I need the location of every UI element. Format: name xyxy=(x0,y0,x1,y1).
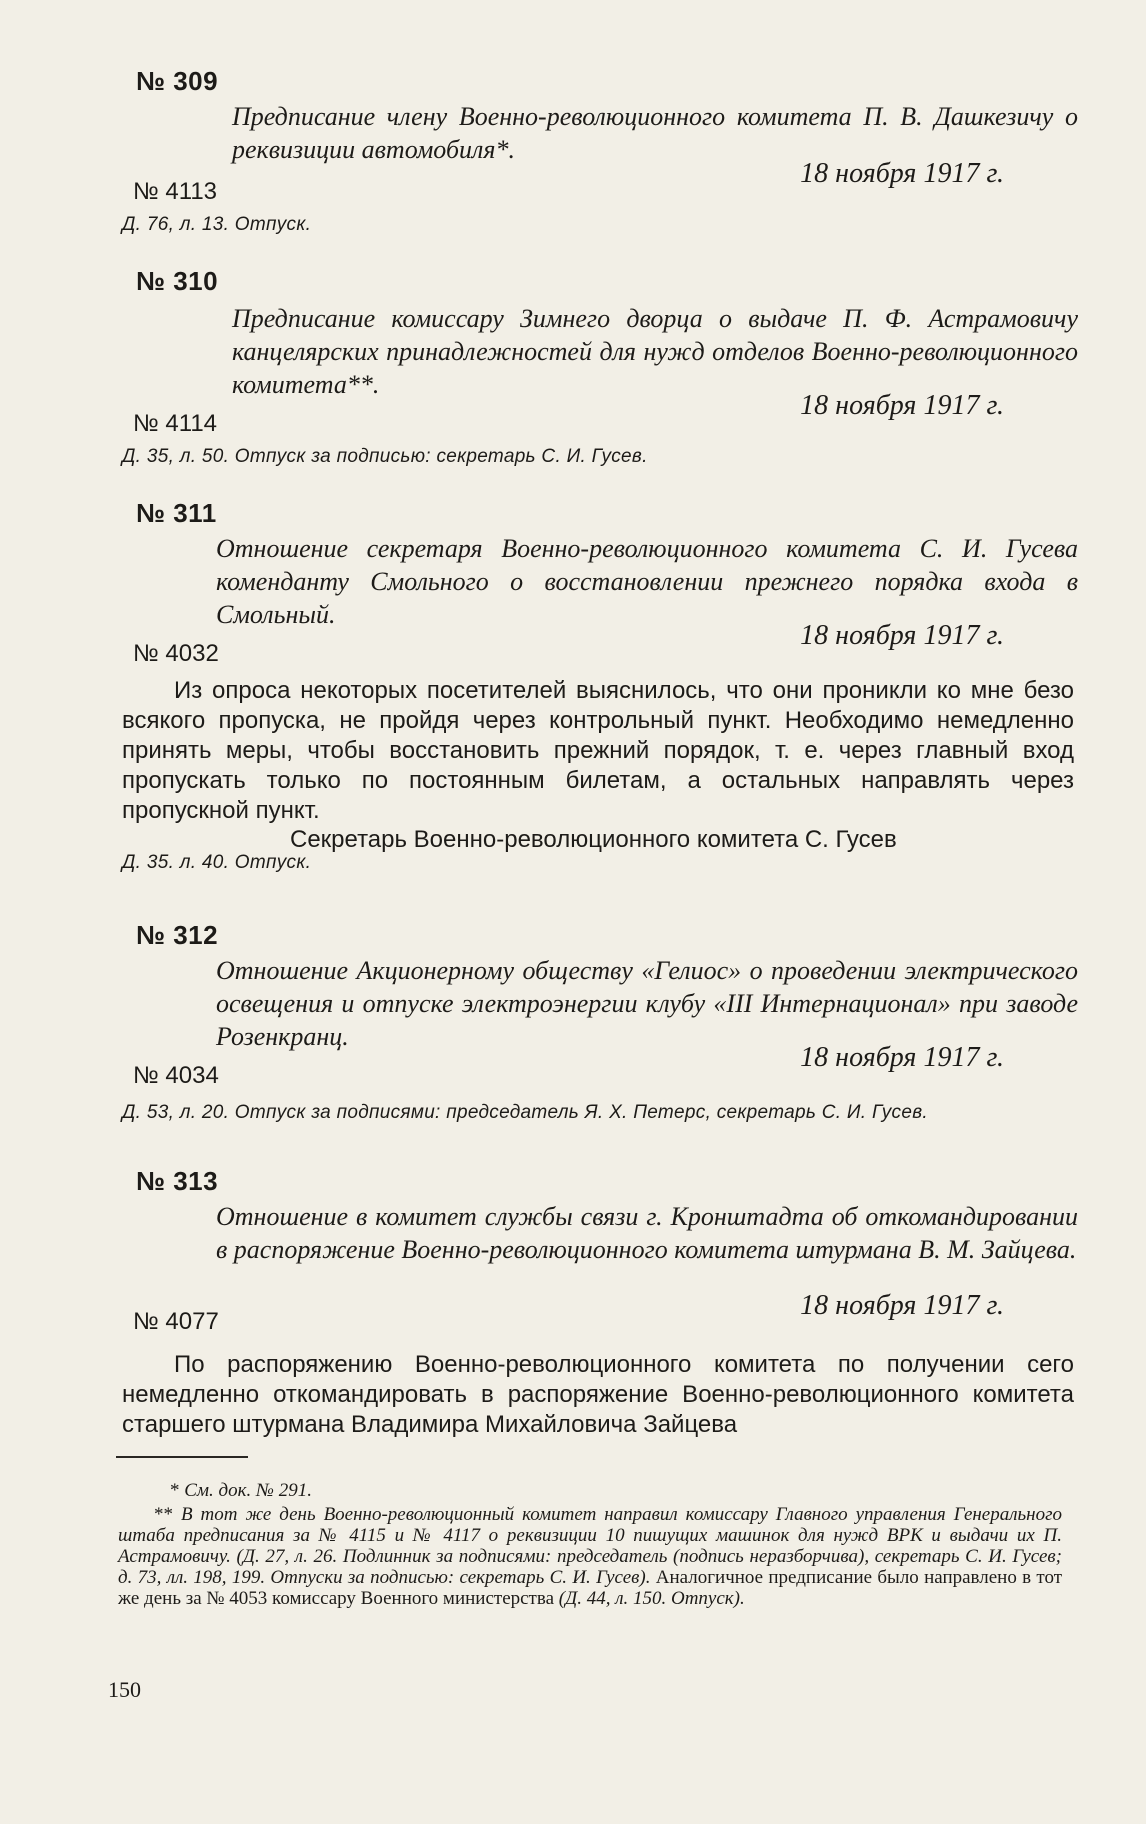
footnote-marker: ** xyxy=(154,1504,173,1525)
footnote xyxy=(118,1504,1062,1609)
document-number: № 313 xyxy=(136,1166,219,1196)
document-body-text: По распоряжению Военно-революционного комитета по получении сего немедленно откомандировать в распоряжение Военно-революционного комитета старшего штурмана Владимира Михайловича Зайцева xyxy=(122,1351,1074,1438)
document-heading: Отношение Акционерному обществу «Гелиос» о проведении электрического освещения и отпуске электроэнергии клубу «III Интернационал» при заводе Розенкранц. xyxy=(216,956,1078,1051)
document-date: 18 ноября 1917 г. xyxy=(800,620,1004,651)
archive-source: Д. 76, л. 13. Отпуск. xyxy=(122,214,312,235)
footnote xyxy=(118,1480,1062,1501)
document-body xyxy=(122,676,1074,826)
document-number: № 309 xyxy=(136,66,219,96)
document-heading: Предписание члену Военно-революционного комитета П. В. Дашкезичу о реквизиции автомобиля*. xyxy=(232,102,1078,164)
registration-number: № 4113 xyxy=(133,178,218,205)
footnote-divider xyxy=(116,1456,248,1458)
document-heading: Отношение секретаря Военно-революционного комитета С. И. Гусева коменданту Смольного о восстановлении прежнего порядка входа в Смольный. xyxy=(216,534,1078,629)
signature-line: Секретарь Военно-революционного комитета С. Гусев xyxy=(290,826,897,853)
document-number: № 310 xyxy=(136,266,219,296)
document-body-text: Из опроса некоторых посетителей выяснилось, что они проникли ко мне безо всякого пропуска, не пройдя через контрольный пункт. Необходимо немедленно принять меры, чтобы восстановить прежний порядок, т. е. через главный вход пропускать только по постоянным билетам, а остальных направлять через пропускной пункт. xyxy=(122,677,1074,824)
document-number: № 311 xyxy=(136,498,217,528)
document-body xyxy=(122,1350,1074,1440)
document-heading: Предписание комиссару Зимнего дворца о выдаче П. Ф. Астрамовичу канцелярских принадлежностей для нужд отделов Военно-революционного комитета**. xyxy=(232,304,1078,399)
footnote-text: Аналогичное предписание было направлено в тот же день за № 4053 комиссару Военного министерства xyxy=(118,1567,1063,1609)
registration-number: № 4114 xyxy=(133,410,218,437)
page-number: 150 xyxy=(108,1677,141,1702)
archive-source: Д. 35. л. 40. Отпуск. xyxy=(122,852,312,873)
document-date: 18 ноября 1917 г. xyxy=(800,1290,1004,1321)
archive-source: Д. 53, л. 20. Отпуск за подписями: председатель Я. Х. Петерс, секретарь С. И. Гусев. xyxy=(122,1102,929,1123)
registration-number: № 4077 xyxy=(133,1308,219,1335)
archive-source: Д. 35, л. 50. Отпуск за подписью: секретарь С. И. Гусев. xyxy=(122,446,648,467)
document-number: № 312 xyxy=(136,920,219,950)
footnote-marker: * xyxy=(170,1480,180,1501)
footnote-text: В тот же день Военно-революционный комитет направил комиссару Главного управления Генерального штаба предписания за № 4115 и № 4117 о реквизиции 10 пишущих машинок для нужд ВРК и выдачи их П. Астрамовичу. (Д. 27, л. 26. Подлинник за подписями: председатель (подпись неразборчива), секретарь С. И. Гусев; д. 73, лл. 198, 199. Отпуски за подписью: секретарь С. И. Гусев). xyxy=(118,1504,1063,1588)
document-date: 18 ноября 1917 г. xyxy=(800,158,1004,189)
registration-number: № 4032 xyxy=(133,640,219,667)
footnote-text: См. док. № 291. xyxy=(184,1480,312,1501)
document-heading: Отношение в комитет службы связи г. Кронштадта об откомандировании в распоряжение Военно-революционного комитета штурмана В. М. Зайцева. xyxy=(216,1202,1078,1264)
footnote-text: (Д. 44, л. 150. Отпуск). xyxy=(558,1588,745,1609)
document-date: 18 ноября 1917 г. xyxy=(800,1042,1004,1073)
document-date: 18 ноября 1917 г. xyxy=(800,390,1004,421)
registration-number: № 4034 xyxy=(133,1062,219,1089)
